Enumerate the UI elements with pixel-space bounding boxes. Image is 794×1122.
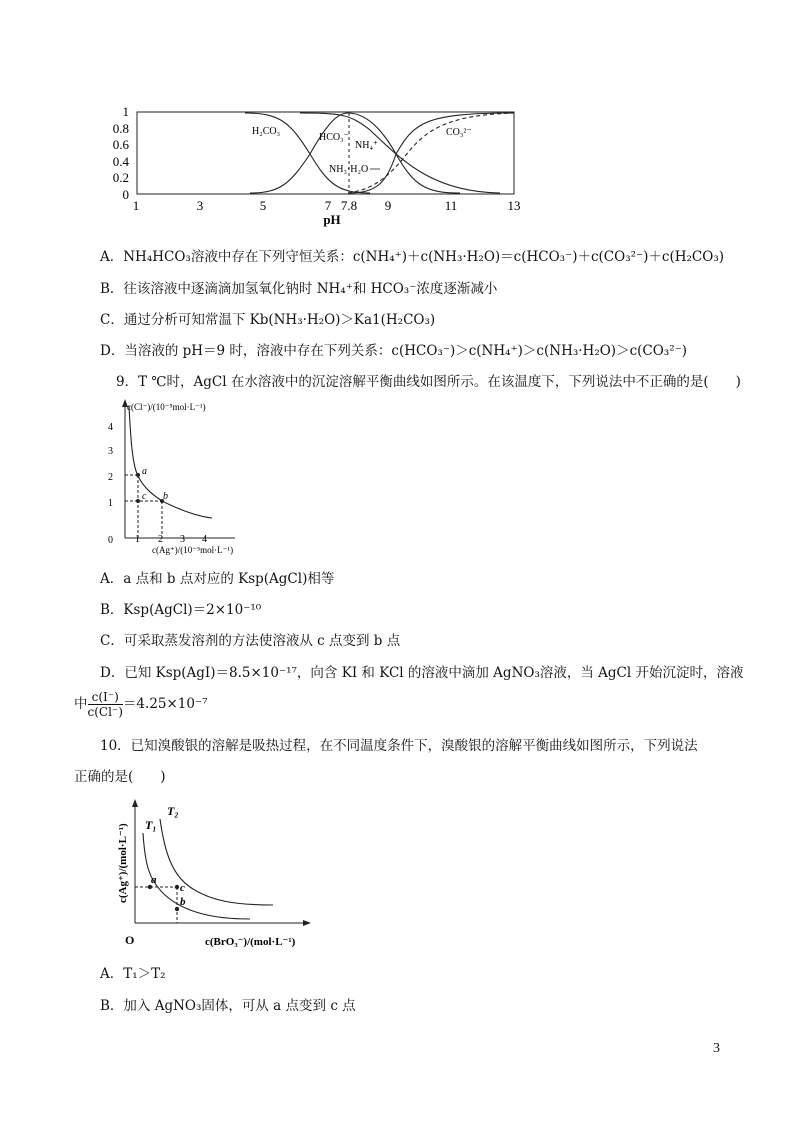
q8-option-a: A．NH₄HCO₃溶液中存在下列守恒关系：c(NH₄⁺)＋c(NH₃·H₂O)＝c(HCO₃⁻)＋c(CO₃²⁻)＋c(H₂CO₃) [100,249,725,265]
point-b-label: b [180,896,186,908]
q8-option-c: C．通过分析可知常温下 Kb(NH₃·H₂O)＞Ka1(H₂CO₃) [100,312,436,328]
ratio-numerator: c(I⁻) [88,690,123,705]
q9-option-b: B．Ksp(AgCl)＝2×10⁻¹⁰ [100,602,262,618]
q9-stem: 9．T ℃时，AgCl 在水溶液中的沉淀溶解平衡曲线如图所示。在该温度下，下列说法中不正确的是( ) [116,374,741,390]
x-tick-1: 1 [135,534,140,545]
q8-option-d: D．当溶液的 pH＝9 时，溶液中存在下列关系：c(HCO₃⁻)＞c(NH₄⁺)＞c(NH₃·H₂O)＞c(CO₃²⁻) [100,343,688,359]
q10-option-a: A．T₁＞T₂ [100,966,166,982]
x-tick-9: 9 [384,198,392,213]
hco3-curve [250,113,460,193]
distribution-fraction-chart [100,100,540,232]
x-tick-3: 3 [196,198,204,213]
x-tick-11: 11 [444,198,458,213]
point-b [175,907,179,911]
point-a [136,473,140,477]
q9-option-d: D．已知 Ksp(AgI)＝8.5×10⁻¹⁷，向含 KI 和 KCl 的溶液中滴加 AgNO₃溶液，当 AgCl 开始沉淀时，溶液 [100,665,744,681]
y-tick-3: 3 [108,446,113,457]
x-tick-1: 1 [132,198,140,213]
label-hco3: HCO₃⁻ [319,132,349,143]
label-h2co3: H₂CO₃ [252,126,281,137]
q9-option-d-prefix: 中 [74,696,88,712]
x-axis-label: c(BrO₃⁻)/(mol·L⁻¹) [205,936,296,948]
y-tick-1: 1 [108,498,113,509]
ratio-fraction [88,690,123,719]
point-c-label: c [142,491,147,502]
q10-stem-line2: 正确的是( ) [74,769,166,785]
label-nh3h2o: NH₃·H₂O [329,164,369,175]
origin-label: 0 [108,535,113,546]
label-nh4: NH₄⁺ [355,140,379,151]
ratio-denominator: c(Cl⁻) [87,705,123,719]
x-tick-13: 13 [507,198,521,213]
y-tick-0.8: 0.8 [112,121,129,136]
point-c [175,885,179,889]
x-tick-2: 2 [158,534,163,545]
q9-option-a: A．a 点和 b 点对应的 Ksp(AgCl)相等 [100,571,335,587]
y-tick-1: 1 [122,104,129,119]
q9-option-d-suffix: ＝4.25×10⁻⁷ [122,696,208,712]
point-a-label: a [151,874,157,886]
x-axis-label: pH [323,212,341,227]
page-number: 3 [713,1041,720,1056]
point-c-label: c [180,882,185,894]
point-c [136,499,140,503]
t1-curve [143,833,250,919]
h2co3-curve [245,113,370,193]
label-co3: CO₃²⁻ [446,127,472,138]
point-b-label: b [163,491,168,502]
y-tick-4: 4 [108,422,113,433]
q9-option-d-continuation [74,690,208,719]
y-tick-2: 2 [108,472,113,483]
q8-option-b: B．往该溶液中逐滴滴加氢氧化钠时 NH₄⁺和 HCO₃⁻浓度逐渐减小 [100,281,498,297]
agbro3-solubility-chart [105,795,315,955]
y-axis-label: c(Cl⁻)/(10⁻⁵mol·L⁻¹) [127,402,206,412]
x-tick-5: 5 [259,198,267,213]
q10-stem-line1: 10．已知溴酸银的溶解是吸热过程，在不同温度条件下，溴酸银的溶解平衡曲线如图所示，下列说法 [100,738,698,754]
x-tick-7.8: 7.8 [340,198,358,213]
point-a-label: a [142,466,147,477]
y-tick-0.4: 0.4 [112,154,129,169]
y-tick-0: 0 [122,187,129,202]
q9-option-c: C．可采取蒸发溶剂的方法使溶液从 c 点变到 b 点 [100,633,401,649]
agcl-solubility-chart [100,396,270,562]
x-tick-3: 3 [180,534,185,545]
y-axis-label: c(Ag⁺)/(mol·L⁻¹) [117,823,129,903]
origin-label: O [125,933,135,947]
x-tick-4: 4 [202,534,207,545]
t2-label: T₂ [167,804,179,818]
nh3h2o-curve [348,113,514,193]
y-tick-0.6: 0.6 [112,137,129,152]
co3-curve [348,113,514,193]
y-tick-0.2: 0.2 [112,170,129,185]
x-axis-label: c(Ag⁺)/(10⁻⁵mol·L⁻¹) [152,545,234,555]
q10-option-b: B．加入 AgNO₃固体，可从 a 点变到 c 点 [100,998,356,1014]
t1-label: T₁ [145,818,157,832]
x-tick-7: 7 [324,198,332,213]
